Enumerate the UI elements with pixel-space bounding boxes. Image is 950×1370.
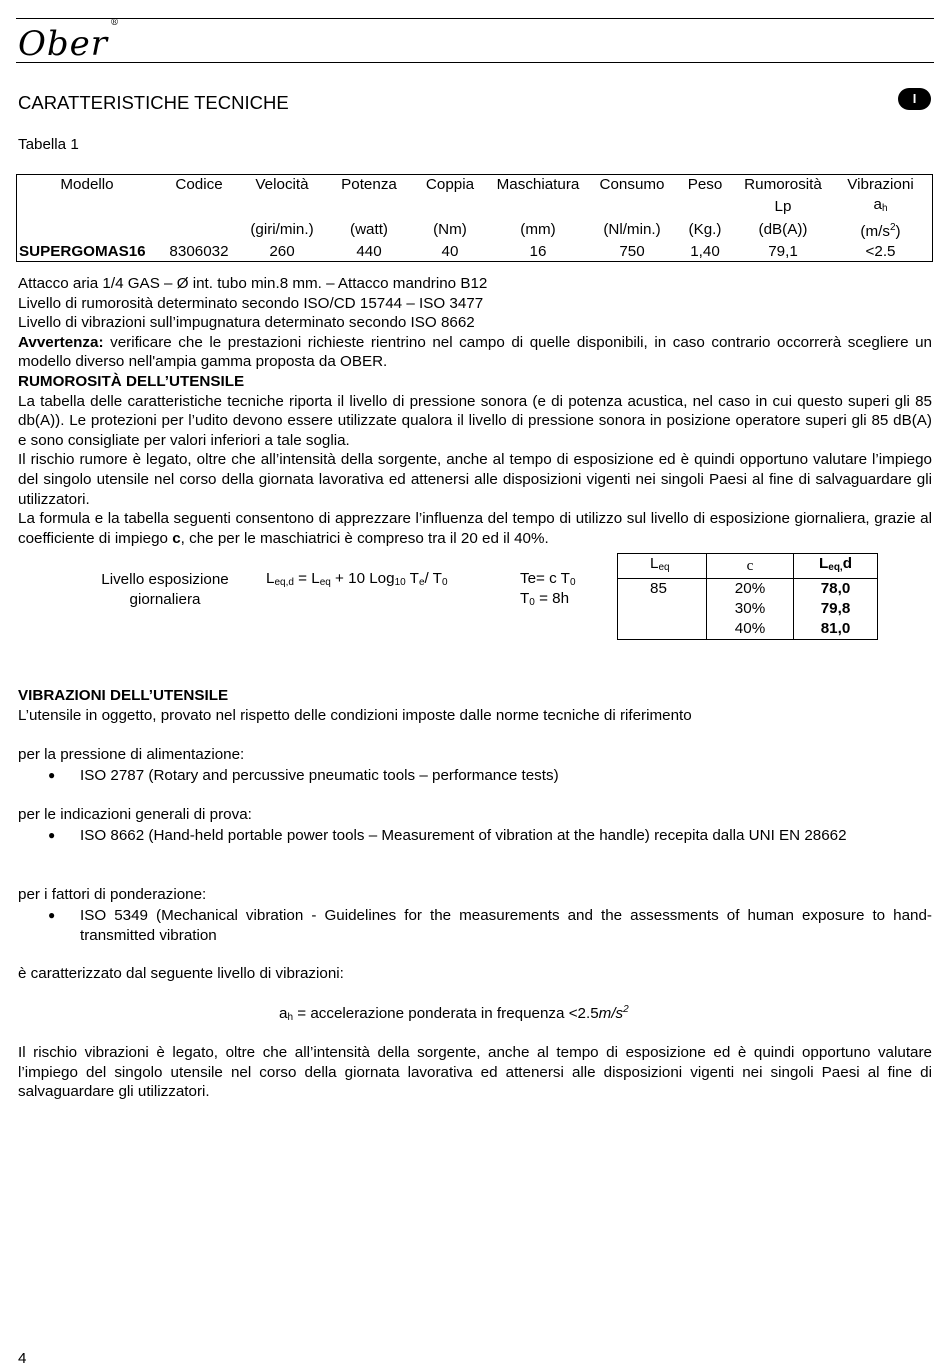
th-coppia: Coppia	[425, 176, 475, 193]
te-definition: Te= c $T_0$	[520, 570, 576, 588]
spec-units-row	[17, 218, 933, 242]
th-vibrazioni: Vibrazioni	[847, 176, 914, 193]
th-c: c	[707, 554, 794, 579]
vibration-heading: VIBRAZIONI DELL’UTENSILE	[18, 687, 229, 704]
cell-potenza: 440	[356, 242, 382, 260]
unit-maschiatura: (mm)	[520, 221, 556, 239]
formula-label: Livello esposizione giornaliera	[101, 571, 229, 608]
spec-table	[16, 174, 933, 262]
unit-consumo: (Nl/min.)	[603, 221, 661, 239]
ober-logo: Ober®	[18, 17, 121, 64]
th-modello: Modello	[60, 176, 114, 193]
air-connection-line: Attacco aria 1/4 GAS – Ø int. tubo min.8 mm. – Attacco mandrino B12	[18, 275, 488, 292]
cell-modello: SUPERGOMAS16	[19, 242, 146, 260]
bullet-icon: ●	[48, 768, 56, 782]
pressure-standard-item: ISO 2787 (Rotary and percussive pneumatic tools – performance tests)	[80, 767, 559, 784]
vibration-standard-line: Livello di vibrazioni sull’impugnatura determinato secondo ISO 8662	[18, 314, 475, 332]
test-label: per le indicazioni generali di prova:	[18, 806, 252, 823]
cell-maschiatura: 16	[529, 242, 547, 260]
cell-rumorosita: 79,1	[768, 242, 798, 260]
bullet-icon: ●	[48, 828, 56, 842]
unit-velocita: (giri/min.)	[250, 221, 314, 239]
th-consumo: Consumo	[599, 176, 665, 193]
th-peso: Peso	[687, 176, 723, 193]
language-badge: I	[898, 88, 931, 110]
page-number: 4	[18, 1350, 27, 1367]
exposure-formula: $L_{eq,d} = L_{eq} + 10$ Log$_{10}$ $T_e/$ $T_0$	[266, 570, 448, 588]
vibration-intro: L’utensile in oggetto, provato nel rispetto delle condizioni imposte dalle norme tecniche di riferimento	[18, 707, 692, 724]
table-row	[17, 242, 933, 262]
th-leqd: $L_{eq,}d$	[794, 554, 878, 579]
noise-paragraph-2: Il rischio rumore è legato, oltre che all’intensità della sorgente, anche al tempo di esposizione ed è quindi opportuno valutare l’impiego del singolo utensile nel corso della giornata lavorativa ed attenersi alle disposizioni vigenti nei singoli Paesi al fine di salvaguardare gli utilizzatori.	[18, 451, 932, 508]
noise-heading: RUMOROSITÀ DELL’UTENSILE	[18, 372, 245, 390]
table-caption: Tabella 1	[18, 136, 79, 153]
cell-vibrazioni: <2.5	[865, 242, 896, 260]
leq-table	[617, 553, 878, 640]
t0-definition: $T_0 = 8h$	[520, 590, 570, 608]
noise-standard-line: Livello di rumorosità determinato secondo ISO/CD 15744 – ISO 3477	[18, 294, 484, 312]
test-standard-item: ISO 8662 (Hand-held portable power tools – Measurement of vibration at the handle) recepita dalla UNI EN 28662	[80, 827, 847, 844]
leq-header-row	[618, 554, 878, 579]
th-codice: Codice	[175, 176, 223, 193]
table-row: 40% 81,0	[618, 619, 878, 640]
cell-velocita: 260	[269, 242, 295, 260]
acceleration-line: $a_h$ = accelerazione ponderata in frequenza $<2.5m/s^2$	[279, 1004, 629, 1024]
weighting-standard-item: ISO 5349 (Mechanical vibration - Guidelines for the measurements and the assessments of human exposure to hand-transmitted vibration	[80, 907, 932, 944]
unit-rumorosita: (dB(A))	[758, 221, 808, 239]
th-ah: $a_h$	[873, 195, 888, 214]
noise-paragraph-1: La tabella delle caratteristiche tecniche riporta il livello di pressione sonora (e di potenza acustica, nel caso in cui questo superi gli 85 db(A)). Le protezioni per l’udito devono essere utilizzate qualora il livello di pressione sonora in posizione operatore superi gli 85 dB(A) e sono consigliate per valori inferiori a tale soglia.	[18, 392, 932, 449]
warning-paragraph: Avvertenza: verificare che le prestazioni richieste rientrino nel campo di quelle disponibili, in caso contrario occorrerà scegliere un modello diverso nell'ampia gamma proposta da OBER.	[18, 333, 932, 371]
table-row: 85 20% 78,0	[618, 579, 878, 600]
th-velocita: Velocità	[255, 176, 309, 193]
spec-notes	[18, 274, 932, 548]
th-maschiatura: Maschiatura	[496, 176, 580, 193]
noise-paragraph-3: La formula e la tabella seguenti consentono di apprezzare l’influenza del tempo di utilizzo sul livello di esposizione giornaliera, grazie al coefficiente di impiego c, che per le maschiatrici è compreso tra il 20 ed il 40%.	[18, 510, 932, 547]
unit-peso: (Kg.)	[688, 221, 722, 239]
unit-vibrazioni: $(m/s^2)$	[860, 222, 901, 241]
th-lp: Lp	[774, 197, 792, 215]
weighting-label: per i fattori di ponderazione:	[18, 886, 207, 903]
pressure-label: per la pressione di alimentazione:	[18, 746, 245, 763]
cell-coppia: 40	[441, 242, 459, 260]
vibration-level-label: è caratterizzato dal seguente livello di vibrazioni:	[18, 965, 344, 982]
unit-potenza: (watt)	[350, 221, 388, 239]
th-potenza: Potenza	[341, 176, 397, 193]
spec-sub-row	[17, 195, 933, 219]
th-rumorosita: Rumorosità	[744, 176, 822, 193]
table-row: 30% 79,8	[618, 599, 878, 619]
top-rule	[16, 18, 934, 19]
unit-coppia: (Nm)	[433, 221, 467, 239]
cell-codice: 8306032	[169, 242, 229, 260]
bullet-icon: ●	[48, 908, 56, 922]
header-rule	[16, 62, 934, 63]
page-title: CARATTERISTICHE TECNICHE	[18, 92, 289, 113]
spec-header-row	[17, 175, 933, 195]
warning-label: Avvertenza:	[18, 333, 104, 351]
vibration-final-paragraph: Il rischio vibrazioni è legato, oltre che all’intensità della sorgente, anche al tempo di esposizione ed è quindi opportuno valutare l’impiego del singolo utensile nel corso della giornata lavorativa ed attenersi alle disposizioni vigenti nei singoli Paesi al fine di salvaguardare gli utilizzatori.	[18, 1044, 932, 1101]
cell-peso: 1,40	[690, 242, 720, 260]
cell-consumo: 750	[619, 242, 645, 260]
th-leq: $L_{eq}$	[618, 554, 707, 579]
